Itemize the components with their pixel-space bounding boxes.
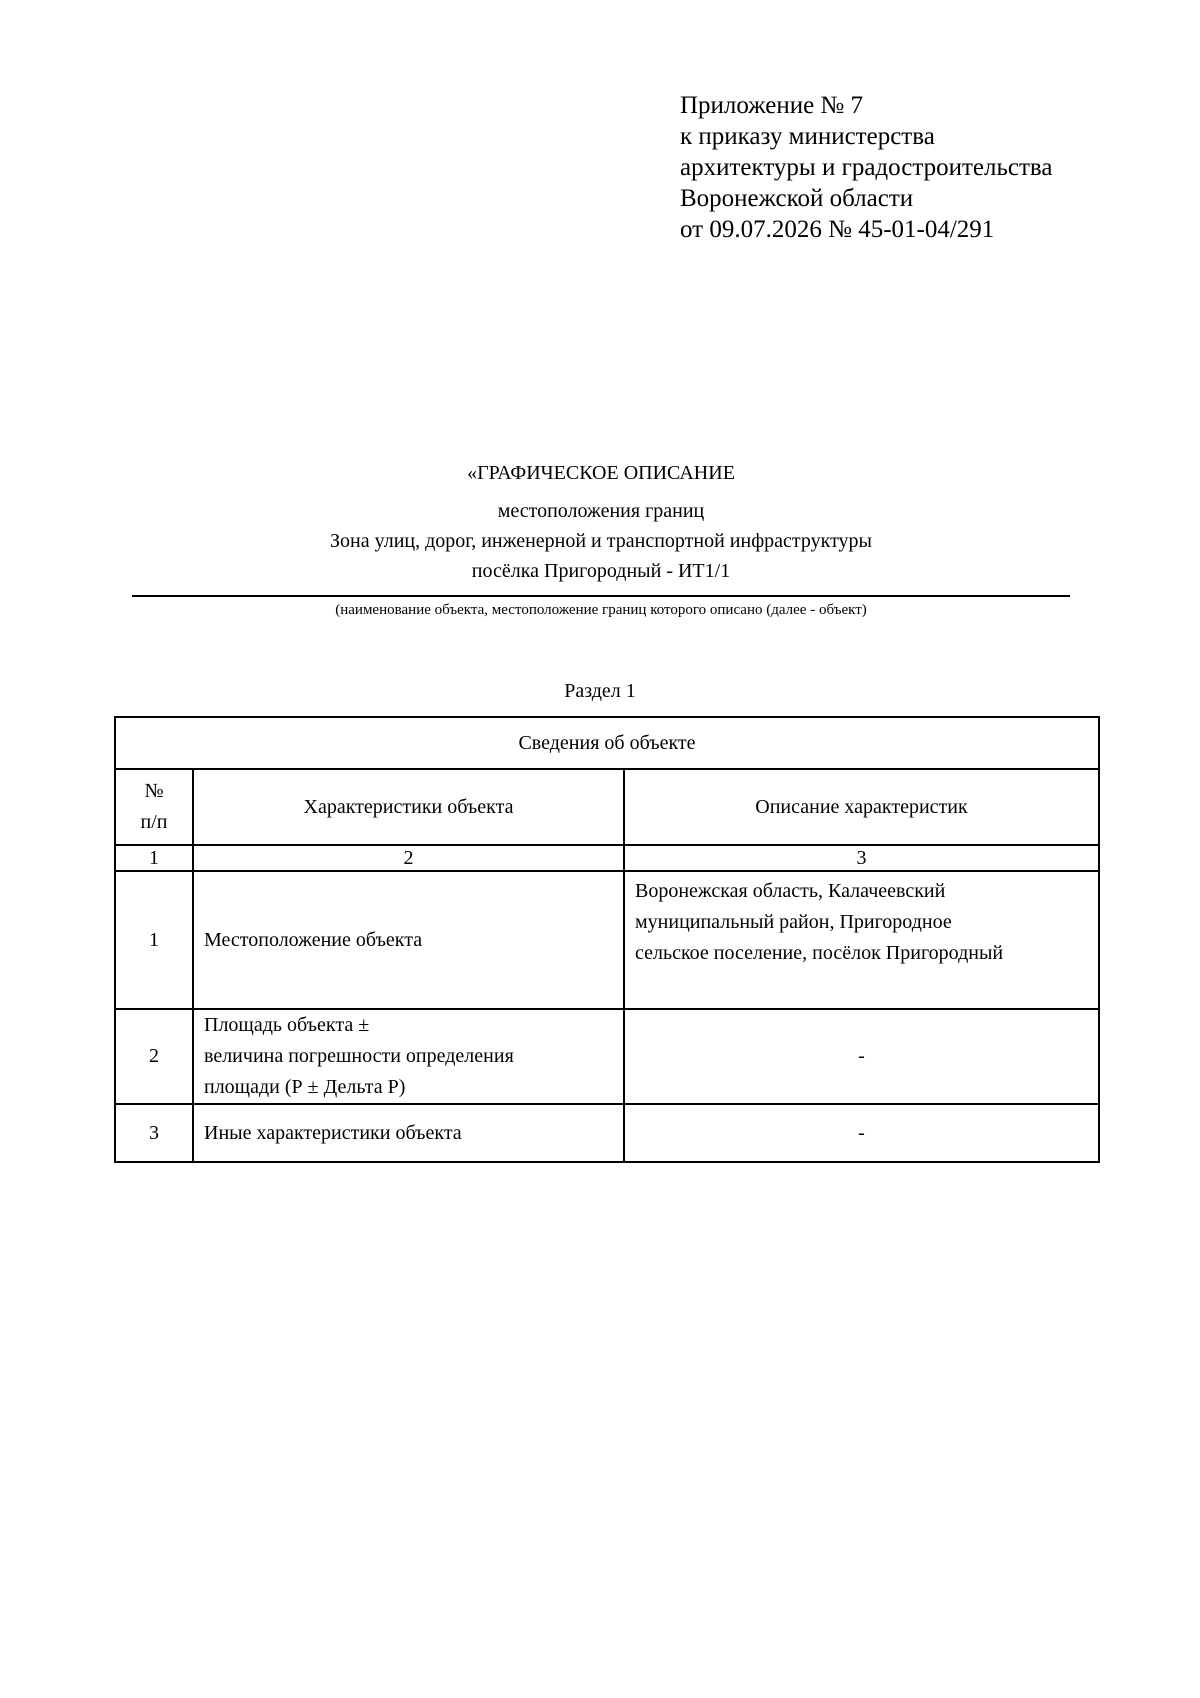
row-characteristic xyxy=(193,1104,624,1162)
column-number-3: 3 xyxy=(624,845,1099,871)
appendix-ministry-line: архитектуры и градостроительства xyxy=(680,154,1053,181)
row-description xyxy=(624,1009,1099,1104)
column-number-1: 1 xyxy=(115,845,193,871)
table-caption: Сведения об объекте xyxy=(115,717,1099,769)
row-description-line: - xyxy=(858,1045,865,1067)
table-header-row xyxy=(115,769,1099,845)
section-label: Раздел 1 xyxy=(564,680,636,702)
object-info-table xyxy=(114,716,1100,1163)
row-description-line: - xyxy=(858,1121,865,1144)
row-description xyxy=(624,871,1099,1009)
appendix-header xyxy=(680,90,1052,245)
row-num: 1 xyxy=(115,871,193,1009)
table-row xyxy=(115,1104,1099,1162)
row-characteristic xyxy=(193,1009,624,1104)
title-caption: (наименование объекта, местоположение границ которого описано (далее - объект) xyxy=(335,602,867,618)
header-num xyxy=(115,769,193,845)
header-num-line2: п/п xyxy=(140,811,168,833)
appendix-title: Приложение № 7 xyxy=(680,92,864,119)
appendix-date-number: от 09.07.2026 № 45-01-04/291 xyxy=(680,216,995,243)
row-characteristic-line: величина погрешности определения xyxy=(204,1045,514,1067)
row-num: 3 xyxy=(115,1104,193,1162)
header-num-line1: № xyxy=(144,780,164,802)
title-subline-1: местоположения границ xyxy=(497,500,705,522)
column-number-2: 2 xyxy=(193,845,624,871)
header-description: Описание характеристик xyxy=(624,769,1099,845)
row-description xyxy=(624,1104,1099,1162)
header-characteristics: Характеристики объекта xyxy=(193,769,624,845)
document-title: «ГРАФИЧЕСКОЕ ОПИСАНИЕ xyxy=(467,462,735,484)
row-characteristic xyxy=(193,871,624,1009)
appendix-region-line: Воронежской области xyxy=(680,185,914,212)
title-subline-2: Зона улиц, дорог, инженерной и транспортной инфраструктуры xyxy=(330,530,872,552)
row-description-line: сельское поселение, посёлок Пригородный xyxy=(635,942,1004,964)
row-description-line: муниципальный район, Пригородное xyxy=(635,911,952,933)
table-caption-row xyxy=(115,717,1099,769)
title-subline-3: посёлка Пригородный - ИТ1/1 xyxy=(471,560,731,582)
column-number-row xyxy=(115,845,1099,871)
title-underline xyxy=(132,595,1070,597)
row-num: 2 xyxy=(115,1009,193,1104)
document-title-block xyxy=(132,460,1070,586)
row-description-line: Воронежская область, Калачеевский xyxy=(635,880,946,902)
row-characteristic-line: Местоположение объекта xyxy=(204,928,423,951)
row-characteristic-line: Площадь объекта ± xyxy=(204,1014,370,1036)
table-row xyxy=(115,1009,1099,1104)
appendix-order-line: к приказу министерства xyxy=(680,123,935,150)
row-characteristic-line: площади (Р ± Дельта Р) xyxy=(204,1076,406,1098)
table-row xyxy=(115,871,1099,1009)
row-characteristic-line: Иные характеристики объекта xyxy=(204,1121,462,1144)
